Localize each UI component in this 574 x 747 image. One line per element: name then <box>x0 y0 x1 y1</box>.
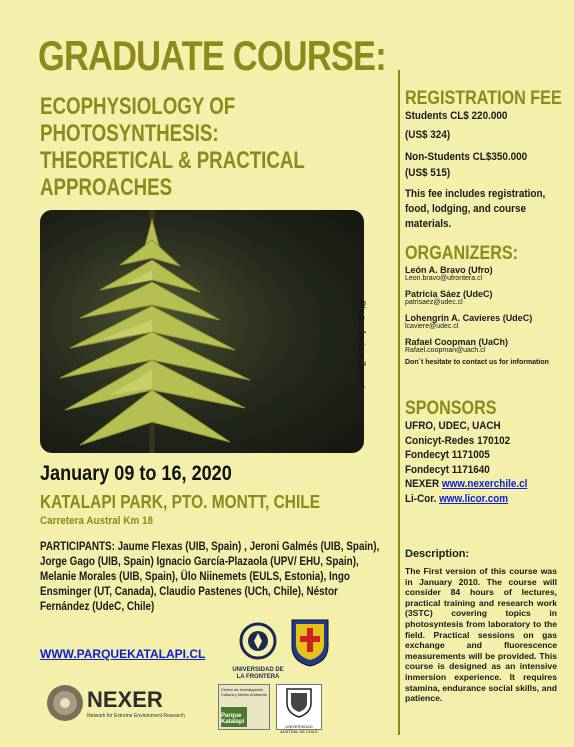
sponsor-line <box>405 477 558 492</box>
nexer-emblem-icon <box>45 683 85 723</box>
course-title: GRADUATE COURSE: <box>38 32 386 79</box>
sponsors-heading: SPONSORS <box>405 398 497 419</box>
nexer-text: NEXER <box>87 687 163 712</box>
nexer-link[interactable]: www.nexerchile.cl <box>441 478 528 490</box>
fee-non-students-usd: (US$ 515) <box>405 167 451 179</box>
subtitle-line: THEORETICAL & PRACTICAL <box>40 147 305 174</box>
katalapi-logo <box>218 684 270 730</box>
licor-link[interactable]: www.licor.com <box>439 492 509 505</box>
registration-heading: REGISTRATION FEE <box>405 88 562 109</box>
organizers-list <box>405 265 574 367</box>
column-divider <box>398 70 400 735</box>
uach-shield-icon <box>277 685 321 719</box>
contact-note: Don´t hesitate to contact us for information <box>405 359 549 366</box>
udec-logo <box>290 618 330 668</box>
fee-students-usd: (US$ 324) <box>405 129 451 141</box>
nexer-subtext: Network for Extreme Environment Research <box>87 713 185 719</box>
organizer-name: Lohengrin A. Cavieres (UdeC) <box>405 313 533 323</box>
organizer-email[interactable]: lcaviere@udec.cl <box>405 323 459 330</box>
sponsor-line: Conicyt-Redes 170102 <box>405 434 511 447</box>
photo-credit: Photo: Javiera Zerené <box>357 300 367 389</box>
organizer-email[interactable]: Rafael.coopman@uach.cl <box>405 347 486 354</box>
katalapi-top-text: Centro de Investigación Cultura y Medio Ambiente <box>221 687 267 697</box>
course-dates: January 09 to 16, 2020 <box>40 462 232 485</box>
subtitle-line: ECOPHYSIOLOGY OF <box>40 93 236 120</box>
participants-label: PARTICIPANTS: <box>40 541 115 553</box>
course-venue: KATALAPI PARK, PTO. MONTT, CHILE <box>40 492 321 512</box>
course-subtitle <box>40 93 399 201</box>
organizer-email[interactable]: patrisaez@udec.cl <box>405 299 463 306</box>
subtitle-line: APPROACHES <box>40 174 173 201</box>
sponsor-line: Fondecyt 1171640 <box>405 463 490 476</box>
organizer-item <box>405 337 574 355</box>
registration-details <box>405 108 558 232</box>
katalapi-link[interactable]: WWW.PARQUEKATALAPI.CL <box>40 647 206 661</box>
organizer-item <box>405 313 574 331</box>
uach-text: UNIVERSIDAD AUSTRAL DE CHILE <box>280 724 318 734</box>
uach-logo <box>276 684 322 734</box>
organizer-name: Rafael Coopman (UaCh) <box>405 337 509 347</box>
licor-label: Li-Cor. <box>405 492 440 505</box>
nexer-logo <box>45 683 185 727</box>
sponsor-line: UFRO, UDEC, UACH <box>405 420 501 432</box>
udec-shield-icon <box>290 618 330 668</box>
ufro-text: UNIVERSIDAD DE LA FRONTERA <box>232 667 284 680</box>
moss-photo <box>40 210 364 453</box>
participants <box>40 540 384 615</box>
sponsor-line: Fondecyt 1171005 <box>405 449 490 461</box>
organizer-item <box>405 265 574 283</box>
participants-list: Jaume Flexas (UIB, Spain) , Jeroni Galmés (UIB, Spain), Jorge Gago (UIB, Spain) Ignacio García-Plazaola (UPV/ EHU, Spain), Melanie Morales (UIB, Spain), Ülo Niinemets (EULS, Estonia), Ingo Ensminger (UT, Canada), Claudio Pastenes (UCh, Chile), Néstor Fernández (UdeC, Chile) <box>40 541 380 613</box>
moss-illustration <box>40 210 364 453</box>
katalapi-text: Parque Katalapi <box>221 713 245 725</box>
sponsors-list <box>405 419 558 506</box>
venue-address: Carretera Austral Km 18 <box>40 515 153 527</box>
description-heading: Description: <box>405 548 470 560</box>
organizer-name: Patricia Sáez (UdeC) <box>405 289 493 299</box>
fee-students: Students CL$ 220.000 <box>405 110 508 122</box>
ufro-logo <box>232 620 284 682</box>
organizers-heading: ORGANIZERS: <box>405 243 519 264</box>
fee-non-students: Non-Students CL$350.000 <box>405 151 528 163</box>
subtitle-line: PHOTOSYNTHESIS: <box>40 120 219 147</box>
organizer-email[interactable]: Leon.bravo@ufrontera.cl <box>405 275 483 282</box>
sponsor-line <box>405 492 558 507</box>
fee-note: This fee includes registration, food, lodging, and course materials. <box>405 188 546 230</box>
organizer-item <box>405 289 574 307</box>
organizer-name: León A. Bravo (Ufro) <box>405 265 493 275</box>
ufro-emblem-icon <box>232 620 284 662</box>
description-text: The First version of this course was in January 2010. The course will consider 84 hours of lectures, practical training and research work (3STC) covering topics in photosyntesis from laboratory to the field. Practical sessions on gas exchange and fluorescence measurements will be provided. This course is designed as an intensive inmersion experience. It requires stamina, endurance social skills, and patience. <box>405 566 557 704</box>
nexer-label: NEXER <box>405 478 442 490</box>
